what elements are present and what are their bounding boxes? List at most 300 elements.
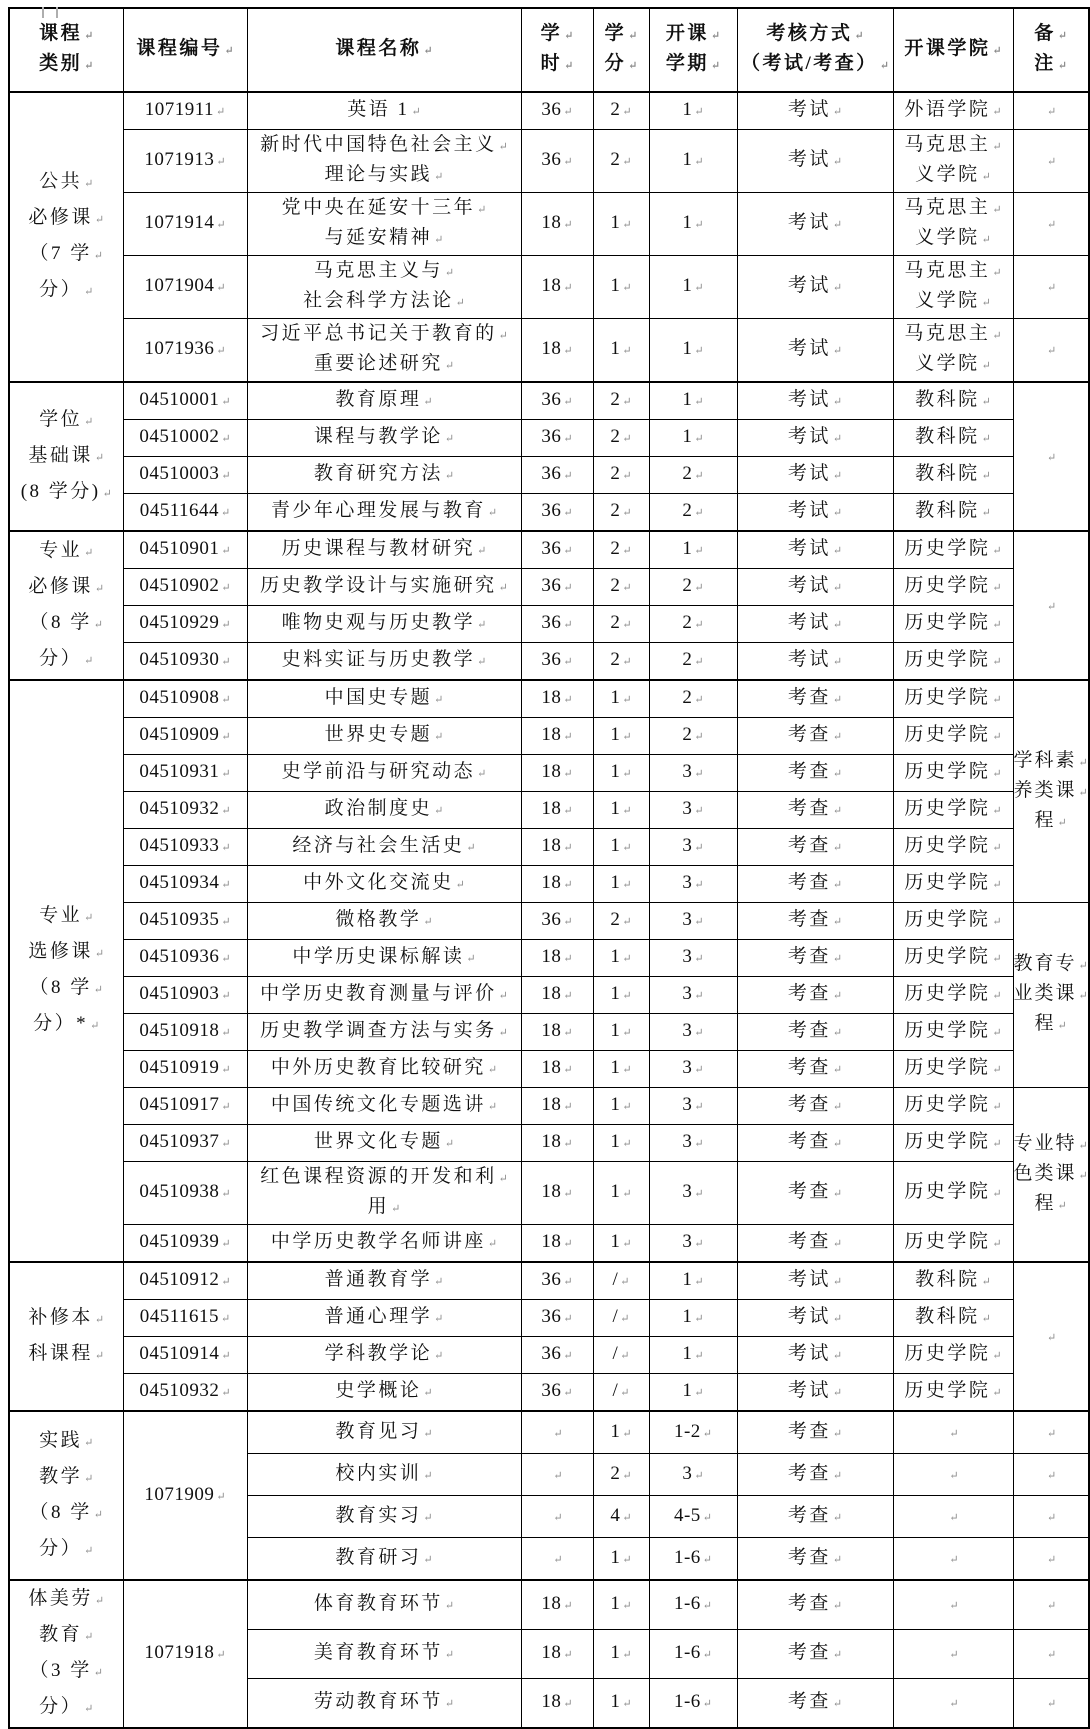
cell-credits: 2 ↵ [593,606,649,643]
cell-category: 体美劳 ↵ 教育 ↵ （3 学 ↵ 分） ↵ [9,1580,123,1728]
cell-hours: 36 ↵ [521,643,593,681]
table-row [9,193,1089,256]
cell-credits: 1 ↵ [593,1125,649,1162]
cell-assessment: 考查 ↵ [737,1454,893,1496]
cell-hours: 36 ↵ [521,569,593,606]
cell-course-name: 史学概论 ↵ [247,1374,521,1412]
cell-college [893,1411,1013,1454]
cell-credits: 1 ↵ [593,718,649,755]
cell-hours: 18 ↵ [521,755,593,792]
cell-course-name: 体育教育环节 ↵ [247,1580,521,1630]
cell-credits: 1 ↵ [593,256,649,319]
cell-college: 马克思主 ↵ 义学院 ↵ [893,193,1013,256]
cell-assessment: 考查 ↵ [737,1496,893,1538]
cell-semester: 1-6 ↵ [649,1580,737,1630]
cell-semester: 1 ↵ [649,256,737,319]
cell-assessment: 考查 ↵ [737,1125,893,1162]
cell-hours: 36 ↵ [521,1337,593,1374]
cell-course-code: 1071904 ↵ [123,256,247,319]
cell-hours [521,1454,593,1496]
cell-course-code: 04510002 ↵ [123,420,247,457]
cell-note [1013,1678,1089,1728]
cell-assessment: 考试 ↵ [737,494,893,532]
cell-assessment: 考试 ↵ [737,382,893,420]
cell-credits: 2 ↵ [593,420,649,457]
cell-assessment: 考查 ↵ [737,1678,893,1728]
cell-hours: 18 ↵ [521,1125,593,1162]
table-row [9,531,1089,569]
cell-course-code: 04510933 ↵ [123,829,247,866]
section [9,92,1089,382]
cell-course-name: 史料实证与历史教学 ↵ [247,643,521,681]
cell-course-name: 历史教学设计与实施研究 ↵ [247,569,521,606]
header-hours: 学 ↵ 时 ↵ [521,8,593,92]
cell-credits: / ↵ [593,1300,649,1337]
cell-course-name: 课程与教学论 ↵ [247,420,521,457]
cell-hours: 18 ↵ [521,1580,593,1630]
cell-semester: 3 ↵ [649,940,737,977]
table-row [9,92,1089,130]
cell-course-name: 党中央在延安十三年 ↵ 与延安精神 ↵ [247,193,521,256]
cell-course-name: 教育见习 ↵ [247,1411,521,1454]
cell-credits: 4 ↵ [593,1496,649,1538]
cell-assessment: 考试 ↵ [737,1337,893,1374]
cell-course-code: 04510914 ↵ [123,1337,247,1374]
cell-course-name: 中外文化交流史 ↵ [247,866,521,903]
section [9,680,1089,1262]
cell-semester: 1 ↵ [649,1262,737,1300]
cell-course-name: 美育教育环节 ↵ [247,1630,521,1679]
table-row [9,1374,1089,1412]
cell-assessment: 考试 ↵ [737,319,893,383]
cell-assessment: 考试 ↵ [737,531,893,569]
cell-assessment: 考试 ↵ [737,130,893,193]
cell-assessment: 考试 ↵ [737,457,893,494]
table-row [9,606,1089,643]
table-row [9,1411,1089,1454]
cell-course-code: 04511644 ↵ [123,494,247,532]
cell-course-name: 经济与社会生活史 ↵ [247,829,521,866]
cell-course-name: 英语 1 ↵ [247,92,521,130]
cell-college: 历史学院 ↵ [893,977,1013,1014]
cell-college: 历史学院 ↵ [893,718,1013,755]
cell-course-code: 04510935 ↵ [123,903,247,940]
cell-assessment: 考试 ↵ [737,256,893,319]
cell-credits: 1 ↵ [593,1225,649,1263]
table-row [9,1580,1089,1630]
table-row [9,457,1089,494]
cell-semester: 3 ↵ [649,866,737,903]
cell-college: 历史学院 ↵ [893,1374,1013,1412]
header-assessment: 考核方式 ↵ （考试/考查） ↵ [737,8,893,92]
cell-hours: 18 ↵ [521,256,593,319]
cell-hours: 18 ↵ [521,1051,593,1088]
cell-assessment: 考查 ↵ [737,940,893,977]
cell-hours: 18 ↵ [521,319,593,383]
cell-credits: 1 ↵ [593,1678,649,1728]
cell-course-name: 校内实训 ↵ [247,1454,521,1496]
cell-assessment: 考试 ↵ [737,643,893,681]
cell-course-name: 劳动教育环节 ↵ [247,1678,521,1728]
cell-course-name: 政治制度史 ↵ [247,792,521,829]
cell-college: 外语学院 ↵ [893,92,1013,130]
cell-semester: 1-6 ↵ [649,1538,737,1581]
cell-credits: 1 ↵ [593,1580,649,1630]
cell-semester: 3 ↵ [649,755,737,792]
cell-semester: 3 ↵ [649,903,737,940]
cell-course-name: 中学历史教育测量与评价 ↵ [247,977,521,1014]
cell-college: 教科院 ↵ [893,382,1013,420]
cell-hours: 36 ↵ [521,382,593,420]
cell-credits: 2 ↵ [593,569,649,606]
cell-note [1013,1630,1089,1679]
cell-assessment: 考试 ↵ [737,1262,893,1300]
table-row [9,1262,1089,1300]
cell-credits: / ↵ [593,1262,649,1300]
cell-course-name: 历史课程与教材研究 ↵ [247,531,521,569]
cell-hours [521,1538,593,1581]
cell-hours: 18 ↵ [521,1162,593,1225]
cell-course-code: 1071918 ↵ [123,1580,247,1728]
cell-hours: 18 ↵ [521,1678,593,1728]
cell-college: 教科院 ↵ [893,1300,1013,1337]
cell-semester: 1 ↵ [649,420,737,457]
cell-course-name: 中国史专题 ↵ [247,680,521,718]
cell-course-code: 04510931 ↵ [123,755,247,792]
cell-semester: 1 ↵ [649,382,737,420]
cell-course-code: 04510934 ↵ [123,866,247,903]
cell-assessment: 考查 ↵ [737,1162,893,1225]
cell-course-name: 新时代中国特色社会主义 ↵ 理论与实践 ↵ [247,130,521,193]
cell-assessment: 考查 ↵ [737,792,893,829]
cell-college: 历史学院 ↵ [893,903,1013,940]
cell-course-name: 马克思主义与 ↵ 社会科学方法论 ↵ [247,256,521,319]
cell-semester: 3 ↵ [649,1014,737,1051]
cell-semester: 1 ↵ [649,193,737,256]
curriculum-table [8,7,1090,1729]
cell-college: 历史学院 ↵ [893,1225,1013,1263]
cell-course-code: 04510937 ↵ [123,1125,247,1162]
cell-note [1013,382,1089,531]
cell-hours: 36 ↵ [521,903,593,940]
cell-course-name: 普通教育学 ↵ [247,1262,521,1300]
section [9,382,1089,531]
cell-assessment: 考查 ↵ [737,680,893,718]
cell-semester: 3 ↵ [649,1225,737,1263]
cell-college: 教科院 ↵ [893,1262,1013,1300]
cell-assessment: 考试 ↵ [737,569,893,606]
table-row [9,1225,1089,1263]
cell-hours: 18 ↵ [521,1630,593,1679]
cell-course-code: 04510903 ↵ [123,977,247,1014]
cell-college: 历史学院 ↵ [893,569,1013,606]
cell-course-name: 唯物史观与历史教学 ↵ [247,606,521,643]
cell-course-name: 习近平总书记关于教育的 ↵ 重要论述研究 ↵ [247,319,521,383]
cell-course-code: 1071936 ↵ [123,319,247,383]
cell-semester: 1 ↵ [649,92,737,130]
cell-assessment: 考查 ↵ [737,718,893,755]
table-row [9,256,1089,319]
cell-assessment: 考查 ↵ [737,1580,893,1630]
cell-semester: 2 ↵ [649,680,737,718]
cell-note [1013,531,1089,680]
cell-assessment: 考试 ↵ [737,1374,893,1412]
header-category: 课程 ↵ 类别 ↵ [9,8,123,92]
cell-assessment: 考试 ↵ [737,1300,893,1337]
table-row [9,829,1089,866]
cell-course-code: 04510908 ↵ [123,680,247,718]
cell-credits: 2 ↵ [593,903,649,940]
cell-hours: 18 ↵ [521,866,593,903]
cell-semester: 3 ↵ [649,1125,737,1162]
header-row [9,8,1089,92]
cell-college: 历史学院 ↵ [893,680,1013,718]
table-row [9,940,1089,977]
cell-credits: 2 ↵ [593,1454,649,1496]
cell-hours: 18 ↵ [521,829,593,866]
section [9,1411,1089,1580]
cell-assessment: 考查 ↵ [737,755,893,792]
cell-course-code: 1071911 ↵ [123,92,247,130]
cell-note: 教育专 ↵ 业类课 ↵ 程 ↵ [1013,903,1089,1088]
cell-course-name: 学科教学论 ↵ [247,1337,521,1374]
cell-hours: 18 ↵ [521,193,593,256]
cell-college: 马克思主 ↵ 义学院 ↵ [893,256,1013,319]
cell-semester: 3 ↵ [649,977,737,1014]
table-row [9,977,1089,1014]
table-row [9,1300,1089,1337]
cell-college: 教科院 ↵ [893,420,1013,457]
cell-category: 补修本 ↵ 科课程 ↵ [9,1262,123,1411]
table-row [9,1088,1089,1125]
section [9,531,1089,680]
cell-semester: 1 ↵ [649,319,737,383]
cell-hours: 18 ↵ [521,792,593,829]
cell-college [893,1454,1013,1496]
cell-college: 历史学院 ↵ [893,643,1013,681]
cell-semester: 2 ↵ [649,457,737,494]
cell-credits: 1 ↵ [593,1630,649,1679]
cell-college: 历史学院 ↵ [893,1014,1013,1051]
cell-semester: 3 ↵ [649,829,737,866]
table-header [9,8,1089,92]
cell-course-code: 04510932 ↵ [123,792,247,829]
cell-credits: 2 ↵ [593,494,649,532]
cell-college: 历史学院 ↵ [893,829,1013,866]
cell-semester: 3 ↵ [649,1088,737,1125]
header-notes: 备 ↵ 注 ↵ [1013,8,1089,92]
cell-semester: 3 ↵ [649,1051,737,1088]
cell-credits: 1 ↵ [593,193,649,256]
cell-credits: 1 ↵ [593,755,649,792]
cell-semester: 1-2 ↵ [649,1411,737,1454]
cell-hours: 18 ↵ [521,1225,593,1263]
cell-assessment: 考查 ↵ [737,866,893,903]
table-row [9,1125,1089,1162]
cell-semester: 4-5 ↵ [649,1496,737,1538]
cell-assessment: 考试 ↵ [737,606,893,643]
cell-hours: 36 ↵ [521,420,593,457]
table-row [9,792,1089,829]
section [9,1262,1089,1411]
cell-semester: 1-6 ↵ [649,1678,737,1728]
cell-category: 专业 ↵ 选修课 ↵ （8 学 ↵ 分）* ↵ [9,680,123,1262]
cell-assessment: 考查 ↵ [737,977,893,1014]
cell-course-name: 历史教学调查方法与实务 ↵ [247,1014,521,1051]
cell-college: 历史学院 ↵ [893,1051,1013,1088]
cell-college [893,1630,1013,1679]
table-row [9,903,1089,940]
cell-assessment: 考试 ↵ [737,420,893,457]
cell-assessment: 考查 ↵ [737,1630,893,1679]
cell-college: 马克思主 ↵ 义学院 ↵ [893,130,1013,193]
cell-course-name: 中学历史课标解读 ↵ [247,940,521,977]
cell-note [1013,1262,1089,1411]
table-row [9,494,1089,532]
table-row [9,866,1089,903]
cell-credits: 2 ↵ [593,531,649,569]
table-row [9,319,1089,383]
cell-credits: / ↵ [593,1374,649,1412]
cell-note [1013,256,1089,319]
cell-credits: 1 ↵ [593,1538,649,1581]
cell-assessment: 考查 ↵ [737,1411,893,1454]
cell-semester: 1 ↵ [649,1337,737,1374]
cell-course-code: 04510909 ↵ [123,718,247,755]
table-row [9,1337,1089,1374]
cell-college: 历史学院 ↵ [893,606,1013,643]
cell-course-name: 红色课程资源的开发和利 ↵ 用 ↵ [247,1162,521,1225]
header-college: 开课学院 ↵ [893,8,1013,92]
cell-credits: 1 ↵ [593,1088,649,1125]
cell-hours: 18 ↵ [521,680,593,718]
cell-college: 教科院 ↵ [893,457,1013,494]
cell-hours: 18 ↵ [521,1088,593,1125]
cell-semester: 2 ↵ [649,606,737,643]
header-course-name: 课程名称 ↵ [247,8,521,92]
cell-credits: 1 ↵ [593,1162,649,1225]
cell-assessment: 考查 ↵ [737,903,893,940]
cell-course-code: 04510901 ↵ [123,531,247,569]
table-row [9,420,1089,457]
cell-note [1013,130,1089,193]
cell-course-code: 04510936 ↵ [123,940,247,977]
table-row [9,680,1089,718]
cell-note [1013,1580,1089,1630]
cell-note [1013,193,1089,256]
cell-course-code: 04510003 ↵ [123,457,247,494]
cell-note [1013,319,1089,383]
cell-credits: 2 ↵ [593,643,649,681]
cell-credits: 1 ↵ [593,1051,649,1088]
cell-course-name: 中学历史教学名师讲座 ↵ [247,1225,521,1263]
screen-artifact [42,7,58,18]
cell-course-name: 教育实习 ↵ [247,1496,521,1538]
cell-hours: 36 ↵ [521,1262,593,1300]
cell-semester: 1 ↵ [649,531,737,569]
table-row [9,1014,1089,1051]
cell-credits: 1 ↵ [593,829,649,866]
cell-credits: 1 ↵ [593,977,649,1014]
cell-college [893,1496,1013,1538]
cell-college: 历史学院 ↵ [893,1088,1013,1125]
cell-course-name: 中外历史教育比较研究 ↵ [247,1051,521,1088]
cell-note: 专业特 ↵ 色类课 ↵ 程 ↵ [1013,1088,1089,1263]
cell-semester: 1-6 ↵ [649,1630,737,1679]
cell-course-code: 04510930 ↵ [123,643,247,681]
cell-hours: 36 ↵ [521,1300,593,1337]
cell-note [1013,1454,1089,1496]
cell-hours [521,1496,593,1538]
cell-course-name: 中国传统文化专题选讲 ↵ [247,1088,521,1125]
cell-course-code: 04510918 ↵ [123,1014,247,1051]
cell-note [1013,1538,1089,1581]
cell-credits: 2 ↵ [593,382,649,420]
cell-hours: 36 ↵ [521,606,593,643]
cell-college: 历史学院 ↵ [893,1337,1013,1374]
cell-hours: 18 ↵ [521,940,593,977]
cell-category: 公共 ↵ 必修课 ↵ （7 学 ↵ 分） ↵ [9,92,123,382]
cell-semester: 1 ↵ [649,1300,737,1337]
cell-note [1013,1411,1089,1454]
cell-course-code: 04510929 ↵ [123,606,247,643]
cell-course-code: 1071909 ↵ [123,1411,247,1580]
cell-semester: 3 ↵ [649,792,737,829]
cell-hours: 18 ↵ [521,1014,593,1051]
cell-assessment: 考查 ↵ [737,1051,893,1088]
cell-college: 教科院 ↵ [893,494,1013,532]
cell-course-name: 青少年心理发展与教育 ↵ [247,494,521,532]
cell-hours: 36 ↵ [521,457,593,494]
cell-hours: 36 ↵ [521,92,593,130]
cell-course-name: 世界史专题 ↵ [247,718,521,755]
cell-assessment: 考查 ↵ [737,1225,893,1263]
table-row [9,569,1089,606]
cell-course-code: 1071914 ↵ [123,193,247,256]
cell-course-name: 微格教学 ↵ [247,903,521,940]
cell-hours: 18 ↵ [521,977,593,1014]
cell-semester: 2 ↵ [649,643,737,681]
cell-college: 历史学院 ↵ [893,755,1013,792]
cell-course-name: 世界文化专题 ↵ [247,1125,521,1162]
table-row [9,755,1089,792]
cell-semester: 1 ↵ [649,1374,737,1412]
cell-college [893,1678,1013,1728]
cell-college: 历史学院 ↵ [893,531,1013,569]
cell-category: 学位 ↵ 基础课 ↵ (8 学分) ↵ [9,382,123,531]
cell-course-name: 教育研习 ↵ [247,1538,521,1581]
cell-hours: 18 ↵ [521,718,593,755]
cell-note [1013,92,1089,130]
cell-credits: / ↵ [593,1337,649,1374]
cell-course-code: 04510001 ↵ [123,382,247,420]
cell-course-code: 04510932 ↵ [123,1374,247,1412]
cell-credits: 2 ↵ [593,457,649,494]
cell-credits: 1 ↵ [593,680,649,718]
cell-course-name: 史学前沿与研究动态 ↵ [247,755,521,792]
cell-college: 历史学院 ↵ [893,940,1013,977]
cell-hours: 36 ↵ [521,531,593,569]
table-row [9,1162,1089,1225]
cell-hours: 36 ↵ [521,130,593,193]
cell-note [1013,1496,1089,1538]
cell-credits: 1 ↵ [593,319,649,383]
table-row [9,718,1089,755]
table-row [9,643,1089,681]
cell-college [893,1538,1013,1581]
cell-assessment: 考查 ↵ [737,829,893,866]
cell-college [893,1580,1013,1630]
